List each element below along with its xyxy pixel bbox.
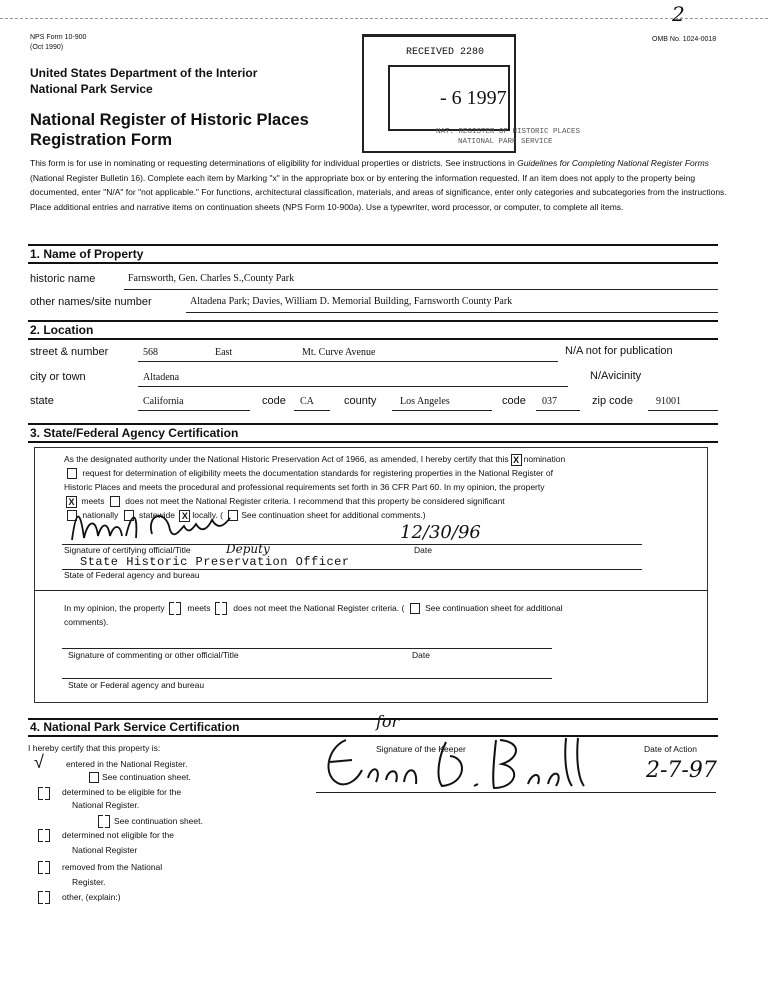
not-eligible-item (36, 829, 54, 842)
stamp-date: - 6 1997 (440, 87, 507, 109)
commenting-date-label: Date (412, 650, 430, 660)
eligible-label-2: National Register. (72, 800, 140, 810)
street-label: street & number (30, 346, 109, 358)
keeper-signature (316, 728, 586, 796)
date-of-action-label: Date of Action (644, 744, 697, 754)
county-label: county (344, 395, 377, 407)
keeper-signature-label: Signature of the Keeper (376, 744, 466, 754)
street-direction: East (215, 347, 233, 358)
corner-handwritten-mark: 2 (672, 2, 685, 26)
other-label: other, (explain:) (62, 892, 121, 902)
nps-certify-text: I hereby certify that this property is: (28, 743, 161, 753)
agency-label: State of Federal agency and bureau (64, 570, 200, 580)
historic-name-label: historic name (30, 273, 96, 285)
date-label: Date (414, 545, 432, 555)
officer-title: State Historic Preservation Officer (80, 555, 350, 569)
zip-value: 91001 (656, 396, 681, 407)
form-title-line-2: Registration Form (30, 131, 173, 149)
state-code-label: code (262, 395, 286, 407)
eligible-item (36, 787, 54, 800)
state-value: California (143, 396, 184, 407)
county-code-label: code (502, 395, 526, 407)
state-label: state (30, 395, 54, 407)
form-title-line-1: National Register of Historic Places (30, 111, 309, 129)
vicinity: N/Avicinity (590, 370, 642, 382)
removed-item (36, 861, 54, 874)
other-item (36, 891, 54, 904)
signature-label: Signature of certifying official/Title (64, 545, 191, 555)
eligible-label: determined to be eligible for the (62, 787, 182, 797)
commenting-agency-label: State or Federal agency and bureau (68, 680, 205, 690)
entered-continuation: See continuation sheet. (86, 772, 191, 783)
for-handwritten: for (376, 712, 400, 731)
form-date: (Oct 1990) (30, 44, 64, 51)
omb-number: OMB No. 1024-0018 (652, 36, 717, 43)
title-handwritten: Deputy (226, 542, 270, 556)
county-code: 037 (542, 396, 557, 407)
stamp-footer-1: NAT. REGISTER OF HISTORIC PLACES (436, 128, 581, 136)
city-label: city or town (30, 371, 86, 383)
not-eligible-label-2: National Register (72, 845, 138, 855)
eligible-continuation: See continuation sheet. (96, 815, 203, 828)
dept-line-2: National Park Service (30, 82, 153, 96)
certifying-date: 12/30/96 (400, 522, 481, 543)
county-value: Los Angeles (400, 396, 450, 407)
dept-line-1: United States Department of the Interior (30, 66, 258, 80)
commenting-signature-label: Signature of commenting or other official/Title (68, 650, 239, 660)
entered-check-mark: √ (34, 752, 44, 772)
historic-name-value: Farnsworth, Gen. Charles S.,County Park (128, 273, 295, 284)
section-1-heading: 1. Name of Property (30, 247, 144, 261)
state-code: CA (300, 396, 314, 407)
section-3-heading: 3. State/Federal Agency Certification (30, 426, 239, 440)
form-number: NPS Form 10-900 (30, 34, 87, 41)
opinion-text: In my opinion, the property meets does not meet the National Register criteria. ( See continuation sheet for additional comments). (64, 603, 563, 628)
certification-text: As the designated authority under the National Historic Preservation Act of 1966, as amended, I hereby certify that this X nomination request for determination of eligibility meets the documentation standards for registering properties in the National Register of Historic Places and meets the procedural and professional requirements set forth in 36 CFR Part 60. In my opinion, the property X meets does not meet the National Register criteria. I recommend that this property be considered significant nationally statewide X locally. ( See continuation sheet for additional comments.) (64, 454, 566, 521)
removed-label: removed from the National (62, 862, 163, 872)
entered-label: entered in the National Register. (66, 759, 188, 769)
instructions-paragraph: This form is for use in nominating or requesting determinations of eligibility for individual properties or districts. See instructions in Guidelines for Completing National Register Forms (National Register Bulletin 16). Complete each item by Marking "x" in the appropriate box or by entering the information requested. If an item does not apply to the property being documented, enter "N/A" for "not applicable." For functions, architectural classification, materials, and areas of significance, enter only categories and subcategories from the instructions. Place additional entries and narrative items on continuation sheets (NPS Form 10-900a). Use a typewriter, word processor, or computer, to complete all items. (30, 158, 727, 212)
date-of-action-value: 2-7-97 (646, 758, 717, 783)
not-for-publication: N/A not for publication (565, 345, 673, 357)
not-eligible-label: determined not eligible for the (62, 830, 174, 840)
section-2-heading: 2. Location (30, 323, 94, 337)
zip-label: zip code (592, 395, 633, 407)
stamp-received-label: RECEIVED 2280 (406, 47, 485, 58)
stamp-footer-2: NATIONAL PARK SERVICE (458, 138, 553, 146)
section-4-heading: 4. National Park Service Certification (30, 720, 240, 734)
city-value: Altadena (143, 372, 180, 383)
removed-label-2: Register. (72, 877, 106, 887)
street-name: Mt. Curve Avenue (302, 347, 376, 358)
other-names-value: Altadena Park; Davies, William D. Memorial Building, Farnsworth County Park (190, 296, 513, 307)
street-number: 568 (143, 347, 158, 358)
other-names-label: other names/site number (30, 296, 152, 308)
